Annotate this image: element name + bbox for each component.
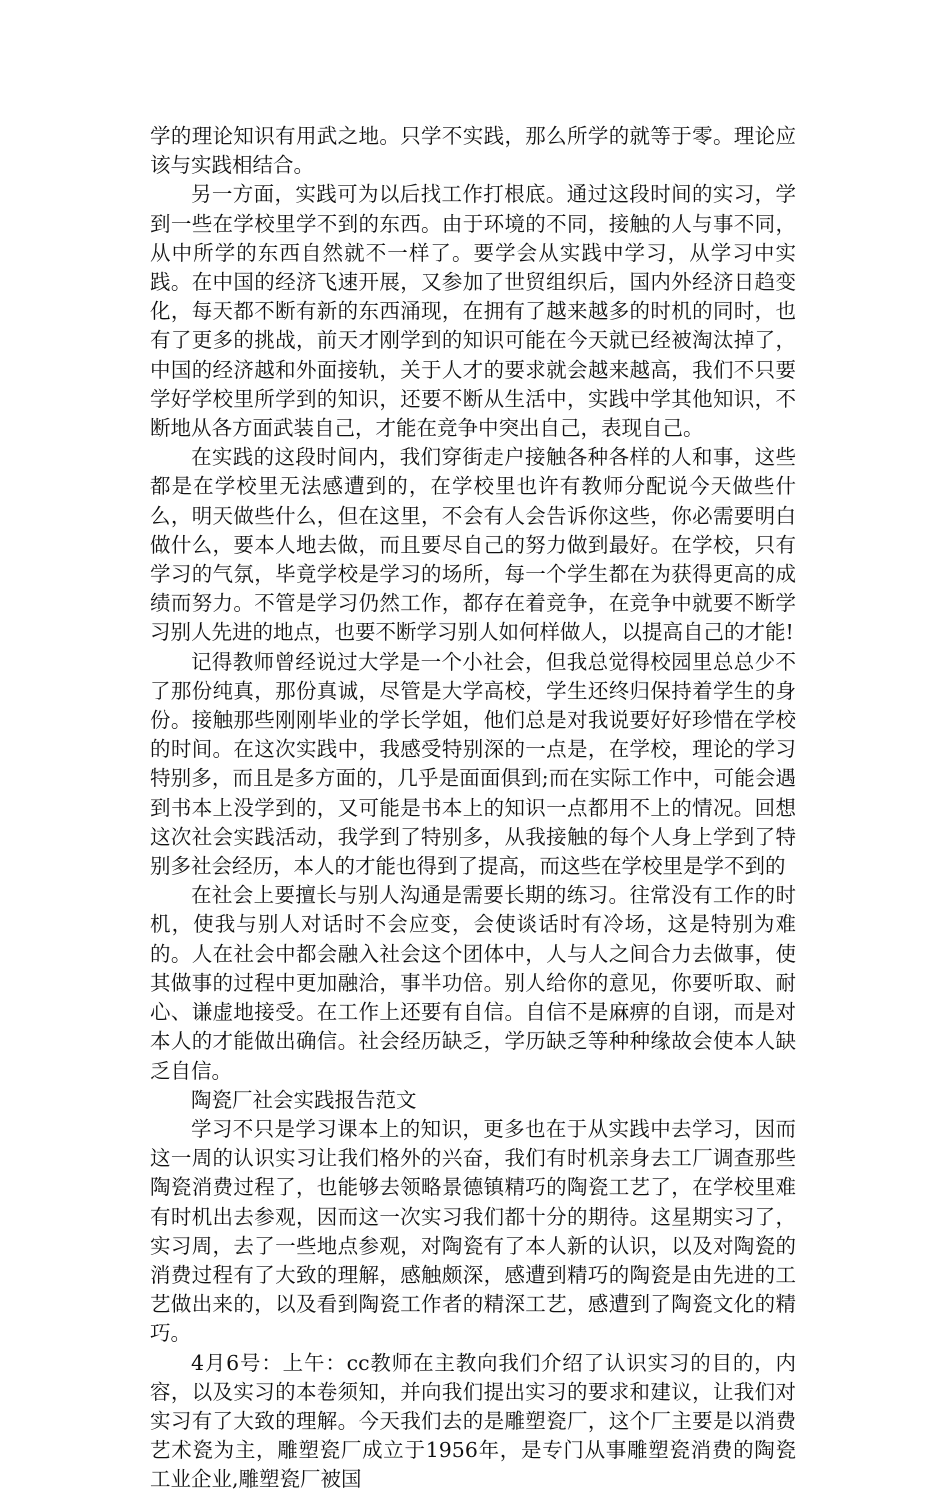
paragraph-5: 在社会上要擅长与别人沟通是需要长期的练习。往常没有工作的时机，使我与别人对话时不会应变，会使谈话时有冷场，这是特别为难的。人在社会中都会融入社会这个团体中，人与人之间合力去做事，使其做事的过程中更加融洽，事半功倍。别人给你的意见，你要听取、耐心、谦虚地接受。在工作上还要有自信。自信不是麻痹的自诩，而是对本人的才能做出确信。社会经历缺乏，学历缺乏等种种缘故会使本人缺乏自信。 — [150, 883, 796, 1083]
paragraph-1: 学的理论知识有用武之地。只学不实践，那么所学的就等于零。理论应该与实践相结合。 — [150, 124, 796, 178]
paragraph-7: 4月6号：上午：cc教师在主教向我们介绍了认识实习的目的，内容，以及实习的本卷须知，并向我们提出实习的要求和建议，让我们对实习有了大致的理解。今天我们去的是雕塑瓷厂，这个厂主要是以消费艺术瓷为主，雕塑瓷厂成立于1956年，是专门从事雕塑瓷消费的陶瓷工业企业,雕塑瓷厂被国 — [150, 1350, 796, 1492]
paragraph-6: 学习不只是学习课本上的知识，更多也在于从实践中去学习，因而这一周的认识实习让我们格外的兴奋，我们有时机亲身去工厂调查那些陶瓷消费过程了，也能够去领略景德镇精巧的陶瓷工艺了，在学校里难有时机出去参观，因而这一次实习我们都十分的期待。这星期实习了，实习周，去了一些地点参观，对陶瓷有了本人新的认识，以及对陶瓷的消费过程有了大致的理解，感触颇深，感遭到精巧的陶瓷是由先进的工艺做出来的，以及看到陶瓷工作者的精深工艺，感遭到了陶瓷文化的精巧。 — [150, 1116, 796, 1346]
document-body — [150, 122, 796, 1495]
paragraph-2: 另一方面，实践可为以后找工作打根底。通过这段时间的实习，学到一些在学校里学不到的东西。由于环境的不同，接触的人与事不同，从中所学的东西自然就不一样了。要学会从实践中学习，从学习中实践。在中国的经济飞速开展，又参加了世贸组织后，国内外经济日趋变化，每天都不断有新的东西涌现，在拥有了越来越多的时机的同时，也有了更多的挑战，前天才刚学到的知识可能在今天就已经被淘汰掉了，中国的经济越和外面接轨，关于人才的要求就会越来越高，我们不只要学好学校里所学到的知识，还要不断从生活中，实践中学其他知识，不断地从各方面武装自己，才能在竞争中突出自己，表现自己。 — [150, 182, 796, 441]
paragraph-4: 记得教师曾经说过大学是一个小社会，但我总觉得校园里总总少不了那份纯真，那份真诚，尽管是大学高校，学生还终归保持着学生的身份。接触那些刚刚毕业的学长学姐，他们总是对我说要好好珍惜在学校的时间。在这次实践中，我感受特别深的一点是，在学校，理论的学习特别多，而且是多方面的，几乎是面面俱到;而在实际工作中，可能会遇到书本上没学到的，又可能是书本上的知识一点都用不上的情况。回想这次社会实践活动，我学到了特别多，从我接触的每个人身上学到了特别多社会经历，本人的才能也得到了提高，而这些在学校里是学不到的 — [150, 649, 796, 879]
paragraph-3: 在实践的这段时间内，我们穿街走户接触各种各样的人和事，这些都是在学校里无法感遭到的，在学校里也许有教师分配说今天做些什么，明天做些什么，但在这里，不会有人会告诉你这些，你必需要明白做什么，要本人地去做，而且要尽自己的努力做到最好。在学校，只有学习的气氛，毕竟学校是学习的场所，每一个学生都在为获得更高的成绩而努力。不管是学习仍然工作，都存在着竞争，在竞争中就要不断学习别人先进的地点，也要不断学习别人如何样做人，以提高自己的才能! — [150, 445, 796, 645]
section-heading: 陶瓷厂社会实践报告范文 — [191, 1087, 417, 1112]
